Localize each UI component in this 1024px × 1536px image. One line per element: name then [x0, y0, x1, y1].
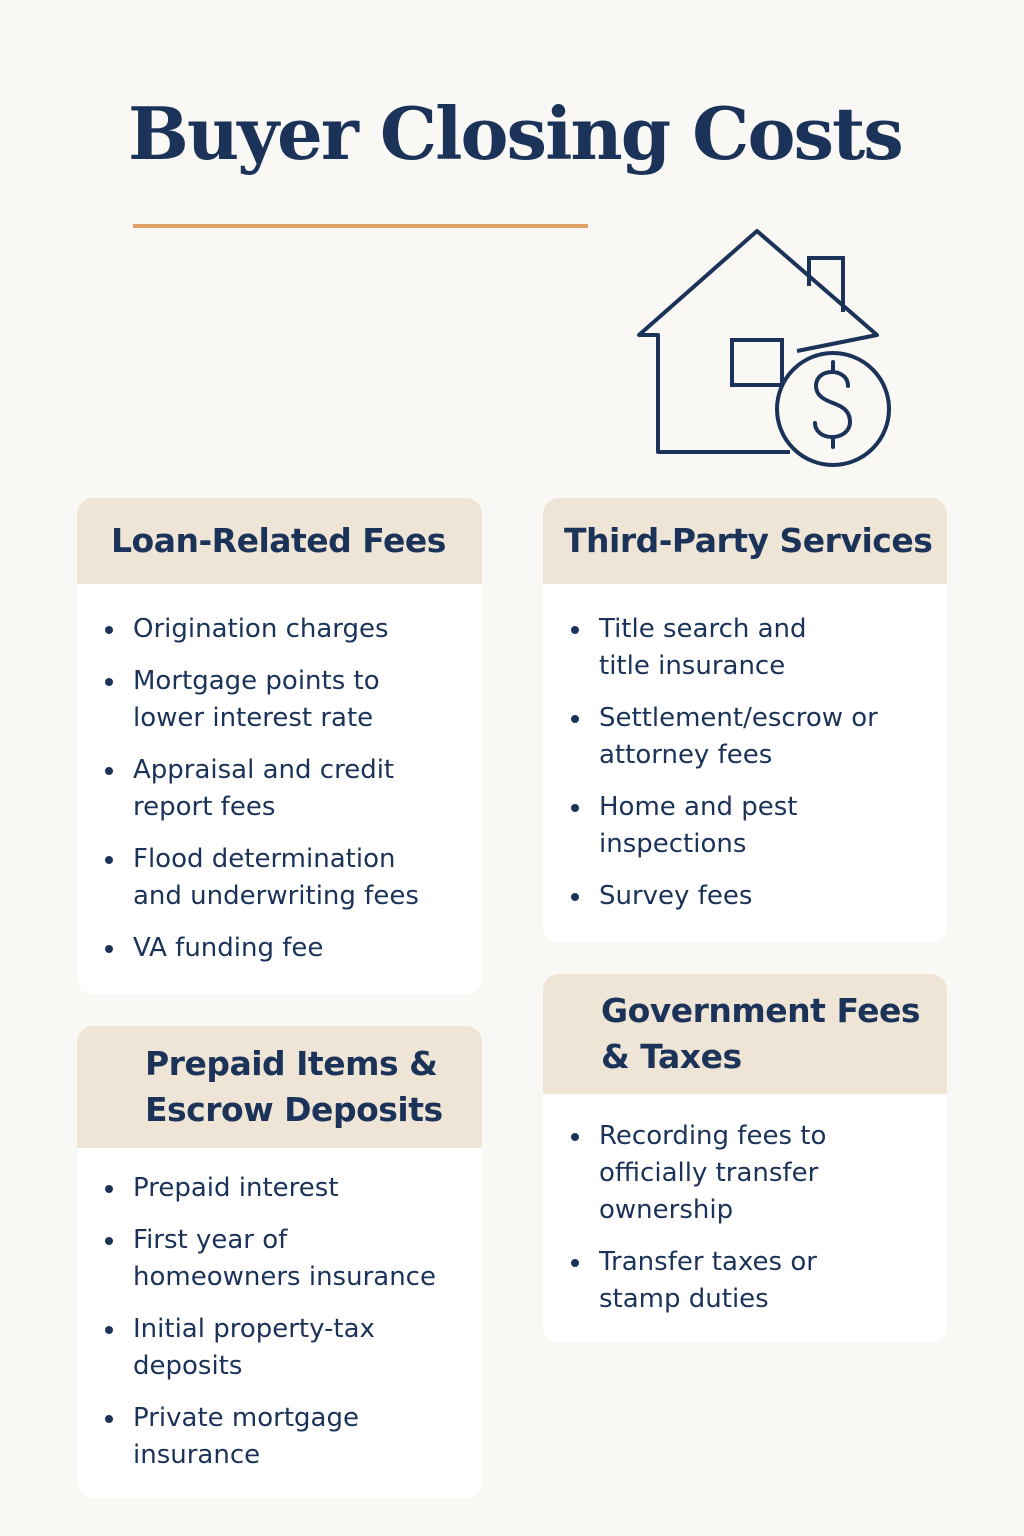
list-item: Settlement/escrow or attorney fees — [543, 700, 947, 774]
list-item: Initial property-tax deposits — [77, 1311, 482, 1385]
loan-related-fees-card — [77, 498, 482, 995]
card-heading: Prepaid Items & Escrow Deposits — [145, 1044, 443, 1129]
list-item: Title search and title insurance — [543, 611, 947, 685]
list-item: Mortgage points to lower interest rate — [77, 663, 482, 737]
house-with-dollar-icon — [634, 226, 896, 472]
list-item: Private mortgage insurance — [77, 1400, 482, 1474]
fee-list — [77, 1148, 482, 1474]
third-party-services-card — [543, 498, 947, 943]
list-item: Recording fees to officially transfer ownership — [543, 1118, 947, 1229]
card-heading: Third-Party Services — [564, 521, 933, 560]
list-item: Prepaid interest — [77, 1170, 482, 1207]
list-item: Appraisal and credit report fees — [77, 752, 482, 826]
list-item: Survey fees — [543, 878, 947, 915]
list-item: Transfer taxes or stamp duties — [543, 1244, 947, 1318]
card-header — [543, 498, 947, 584]
page-title: Buyer Closing Costs — [128, 91, 902, 176]
card-header — [543, 974, 947, 1094]
list-item: VA funding fee — [77, 930, 482, 967]
fee-list — [543, 1094, 947, 1318]
card-heading: Government Fees & Taxes — [601, 991, 921, 1076]
government-fees-card — [543, 974, 947, 1342]
fee-list — [77, 584, 482, 967]
fee-list — [543, 584, 947, 915]
card-header — [77, 498, 482, 584]
card-header — [77, 1026, 482, 1148]
list-item: Flood determination and underwriting fees — [77, 841, 482, 915]
list-item: Origination charges — [77, 611, 482, 648]
title-underline — [133, 224, 588, 228]
list-item: Home and pest inspections — [543, 789, 947, 863]
list-item: First year of homeowners insurance — [77, 1222, 482, 1296]
prepaid-items-card — [77, 1026, 482, 1498]
card-heading: Loan-Related Fees — [111, 521, 446, 560]
